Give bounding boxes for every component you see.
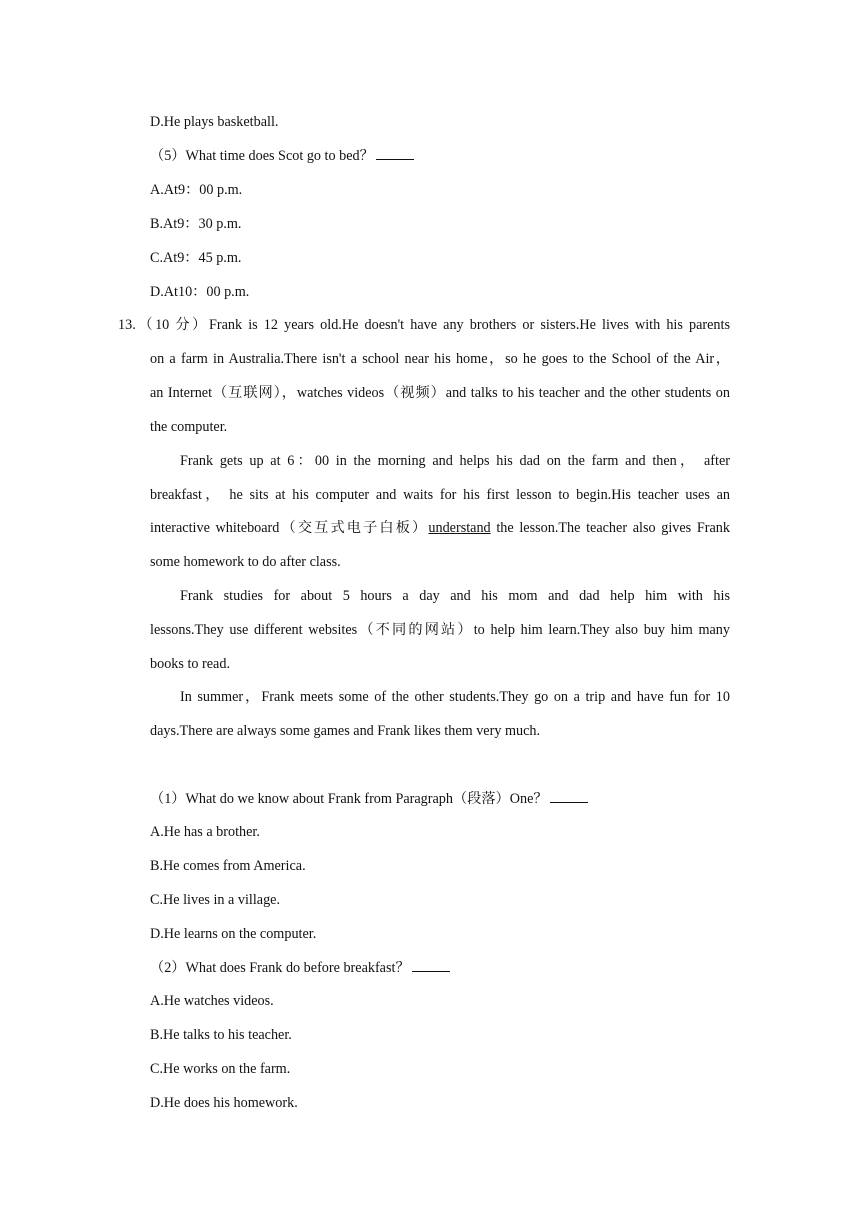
passage-line: Frank studies for about 5 hours a day and his mom and dad help him with his xyxy=(180,588,730,604)
option-d: D.He does his homework. xyxy=(150,1095,298,1111)
passage-line: on a farm in Australia.There isn't a school near his home，so he goes to the School of the Air， xyxy=(150,351,730,367)
passage-line: some homework to do after class. xyxy=(150,554,341,570)
passage-text: interactive whiteboard（交互式电子白板） xyxy=(150,520,429,536)
passage-line: lessons.They use different websites（不同的网站）to help him learn.They also buy him many xyxy=(150,622,730,638)
option-b: B.At9：30 p.m. xyxy=(150,216,242,232)
question-5 xyxy=(150,147,414,165)
passage-line: an Internet（互联网），watches videos（视频）and talks to his teacher and the other students on xyxy=(150,385,730,401)
underlined-word: understand xyxy=(428,520,491,536)
option-a: A.He watches videos. xyxy=(150,993,274,1009)
option-d: D.At10：00 p.m. xyxy=(150,284,250,300)
answer-blank[interactable] xyxy=(376,147,414,160)
question-5-text: （5）What time does Scot go to bed？ xyxy=(150,148,374,164)
passage-line xyxy=(150,519,730,537)
option-b: B.He comes from America. xyxy=(150,858,306,874)
option-b: B.He talks to his teacher. xyxy=(150,1027,292,1043)
option-a: A.At9：00 p.m. xyxy=(150,182,243,198)
passage-line: In summer，Frank meets some of the other students.They go on a trip and have fun for 10 xyxy=(180,689,730,705)
passage-line: Frank gets up at 6：00 in the morning and helps his dad on the farm and then， after xyxy=(180,453,730,469)
answer-blank[interactable] xyxy=(412,959,450,972)
option-d: D.He plays basketball. xyxy=(150,114,279,130)
option-c: C.At9：45 p.m. xyxy=(150,250,242,266)
passage-text: the lesson.The teacher also gives Frank xyxy=(490,520,730,536)
option-d: D.He learns on the computer. xyxy=(150,926,317,942)
option-c: C.He lives in a village. xyxy=(150,892,281,908)
passage-line: breakfast， he sits at his computer and waits for his first lesson to begin.His teacher uses an xyxy=(150,487,730,503)
answer-blank[interactable] xyxy=(550,790,588,803)
passage-line: the computer. xyxy=(150,419,228,435)
question-2-text: （2）What does Frank do before breakfast？ xyxy=(150,960,410,976)
passage-line: books to read. xyxy=(150,656,230,672)
passage-line: 13.（10 分）Frank is 12 years old.He doesn't have any brothers or sisters.He lives with his parents xyxy=(118,317,730,333)
question-1 xyxy=(150,790,588,808)
option-c: C.He works on the farm. xyxy=(150,1061,291,1077)
question-1-text: （1）What do we know about Frank from Paragraph（段落）One？ xyxy=(150,791,548,807)
question-2 xyxy=(150,959,450,977)
passage-line: days.There are always some games and Frank likes them very much. xyxy=(150,723,541,739)
option-a: A.He has a brother. xyxy=(150,824,260,840)
